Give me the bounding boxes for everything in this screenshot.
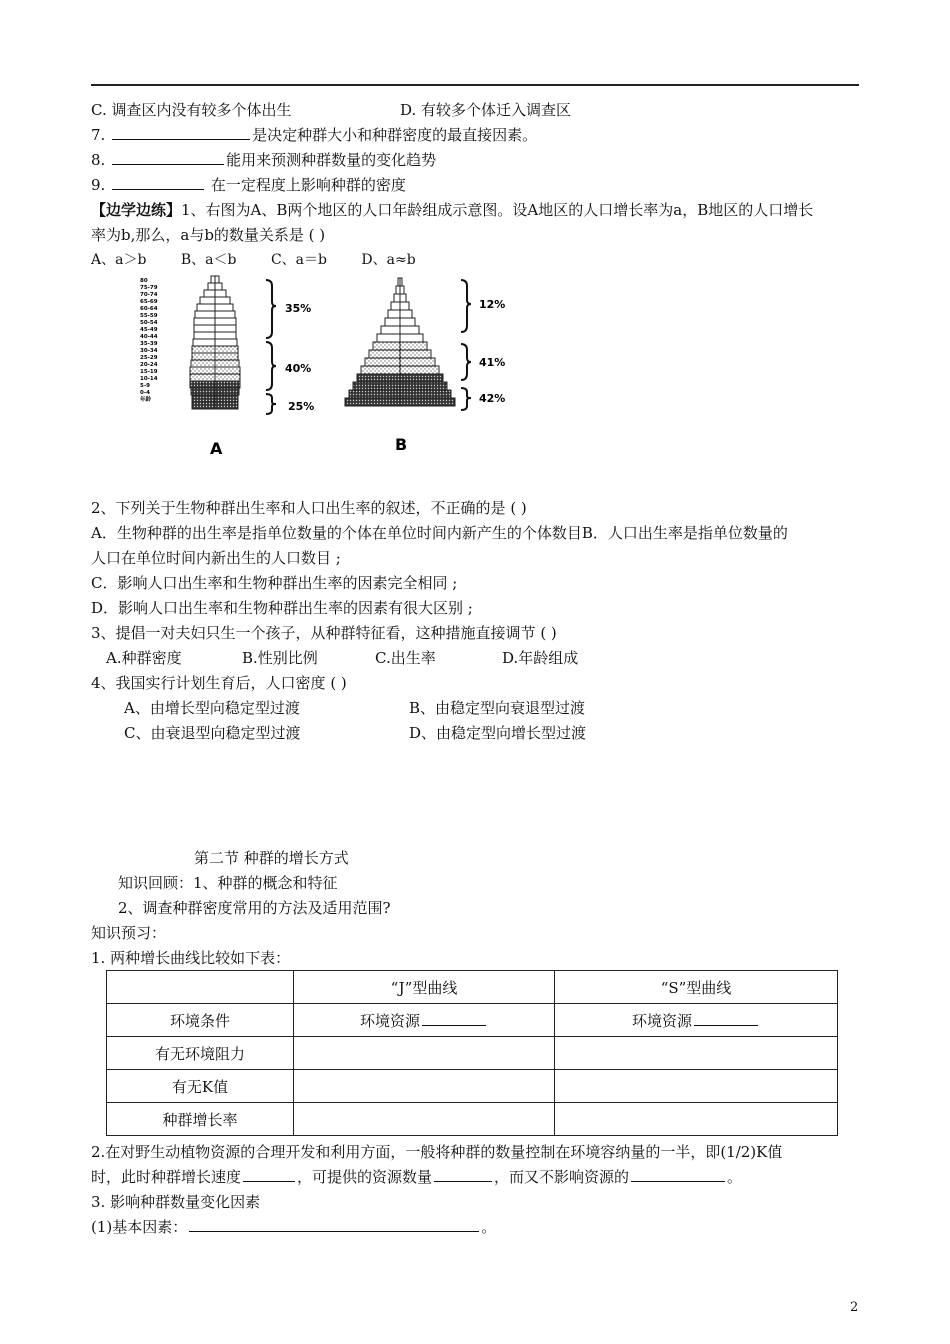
age-tick: 45-49 (140, 327, 158, 333)
q3-option-c: C.出生率 (375, 649, 436, 667)
review-item-2: 2、调查种群密度常用的方法及适用范围? (118, 899, 391, 917)
cell-text: 环境资源 (359, 1011, 420, 1030)
q4-option-b: B、由稳定型向衰退型过渡 (409, 699, 586, 717)
answer-blank-7[interactable] (112, 125, 250, 140)
answer-blank[interactable] (694, 1011, 758, 1026)
page-number: 2 (850, 1300, 859, 1315)
row-label: 环境条件 (107, 1004, 294, 1037)
cell-text: 环境资源 (631, 1011, 692, 1030)
answer-cell[interactable] (294, 1037, 555, 1070)
table-row (107, 1103, 838, 1136)
option-b: B、a＜b (180, 252, 237, 268)
table-header-s: “S”型曲线 (555, 971, 838, 1004)
q6-option-d: D. 有较多个体迁入调查区 (400, 101, 572, 119)
answer-blank-8[interactable] (112, 150, 224, 165)
q2-option-c: C．影响人口出生率和生物种群出生率的因素完全相同 ; (91, 574, 458, 592)
age-tick: 55-59 (140, 313, 158, 319)
age-tick: 0-4 (140, 390, 150, 396)
age-tick: 15-19 (140, 369, 158, 375)
question-8-number: 8. (91, 151, 106, 169)
preview-heading: 知识预习： (91, 924, 167, 942)
practice-question-1 (91, 200, 813, 220)
table-row (107, 1004, 838, 1037)
item-2-line1: 2.在对野生动植物资源的合理开发和利用方面，一般将种群的数量控制在环境容纳量的一半，即(1/2)K值 (91, 1143, 783, 1161)
q4-option-a: A、由增长型向稳定型过渡 (124, 699, 300, 717)
practice-q1-line2: 率为b,那么，a与b的数量关系是 ( ) (91, 226, 326, 244)
pyramid-b-pct-young: 42% (479, 392, 506, 405)
option-c: C、a＝b (270, 252, 327, 268)
q3-option-b: B.性别比例 (242, 649, 318, 667)
age-tick: 65-69 (140, 299, 158, 305)
table-header-cell (107, 971, 294, 1004)
item-2-part-c: ，而又不影响资源的 (494, 1168, 630, 1186)
age-tick: 10-14 (140, 376, 158, 382)
row-label: 有无环境阻力 (107, 1037, 294, 1070)
header-rule (91, 84, 859, 86)
age-tick: 75-79 (140, 285, 158, 291)
cell-s-environment (555, 1004, 838, 1037)
pyramid-b-pct-mid: 41% (479, 356, 506, 369)
age-pyramid-figure (130, 270, 520, 460)
answer-cell[interactable] (294, 1103, 555, 1136)
question-7-number: 7. (91, 126, 106, 144)
q2-option-d: D．影响人口出生率和生物种群出生率的因素有很大区别 ; (91, 599, 473, 617)
pyramid-a-pct-old: 35% (285, 302, 312, 315)
q2-stem: 2、下列关于生物种群出生率和人口出生率的叙述，不正确的是 ( ) (91, 499, 527, 517)
age-tick: 80 (140, 278, 148, 284)
item-3-line1: 3. 影响种群数量变化因素 (91, 1193, 261, 1211)
age-tick: 40-44 (140, 334, 158, 340)
pyramid-a-label: A (210, 439, 223, 458)
q2-option-a-line1: A．生物种群的出生率是指单位数量的个体在单位时间内新产生的个体数目B．人口出生率是指单位数量的 (91, 524, 788, 542)
pyramid-b-label: B (395, 435, 408, 454)
answer-blank[interactable] (422, 1011, 486, 1026)
q4-option-d: D、由稳定型向增长型过渡 (409, 724, 587, 742)
pyramid-a-pct-young: 25% (288, 400, 315, 413)
item-2-part-b: ，可提供的资源数量 (297, 1168, 433, 1186)
option-d: D、a≈b (361, 252, 416, 268)
practice-q1-options (91, 250, 416, 270)
q3-option-d: D.年龄组成 (502, 649, 579, 667)
answer-blank-9[interactable] (112, 175, 204, 190)
question-7 (91, 125, 537, 145)
answer-cell[interactable] (555, 1070, 838, 1103)
answer-cell[interactable] (294, 1070, 555, 1103)
preview-item-1: 1. 两种增长曲线比较如下表： (91, 949, 291, 967)
table-row (107, 1037, 838, 1070)
age-tick: 60-64 (140, 306, 158, 312)
pyramid-b-brackets (461, 280, 471, 410)
review-item-1: 知识回顾：1、种群的概念和特征 (118, 874, 338, 892)
row-label: 种群增长率 (107, 1103, 294, 1136)
question-9 (91, 175, 406, 195)
answer-blank[interactable] (434, 1167, 492, 1182)
table-header-j: “J”型曲线 (294, 971, 555, 1004)
age-tick: 50-54 (140, 320, 158, 326)
pyramid-b-pct-old: 12% (479, 298, 506, 311)
pyramid-a-brackets (266, 280, 276, 414)
q2-option-a-line2: 人口在单位时间内新出生的人口数目 ; (91, 549, 341, 567)
answer-cell[interactable] (555, 1037, 838, 1070)
item-2-part-a: 时，此时种群增长速度 (91, 1168, 242, 1186)
answer-blank[interactable] (243, 1167, 295, 1182)
age-tick: 35-39 (140, 341, 158, 347)
age-tick: 25-29 (140, 355, 158, 361)
option-a: A、a＞b (91, 252, 147, 268)
table-row (107, 1070, 838, 1103)
pyramid-a-pct-mid: 40% (285, 362, 312, 375)
age-tick: 30-34 (140, 348, 158, 354)
question-8-text: 能用来预测种群数量的变化趋势 (226, 151, 437, 169)
practice-q1-line1: 1、右图为A、B两个地区的人口年龄组成示意图。设A地区的人口增长率为a，B地区的人口增长 (181, 201, 814, 219)
age-tick: 70-74 (140, 292, 158, 298)
age-tick: 20-24 (140, 362, 158, 368)
q6-option-c: C. 调查区内没有较多个体出生 (91, 101, 292, 119)
answer-blank[interactable] (631, 1167, 725, 1182)
q3-stem: 3、提倡一对夫妇只生一个孩子，从种群特征看，这种措施直接调节 ( ) (91, 624, 557, 642)
growth-curve-table (106, 970, 838, 1136)
row-label: 有无K值 (107, 1070, 294, 1103)
item-2-part-d: 。 (727, 1168, 743, 1186)
pyramid-a (190, 276, 240, 409)
section-title: 第二节 种群的增长方式 (194, 849, 349, 867)
question-8 (91, 150, 436, 170)
pyramid-a-age-ticks (140, 278, 158, 403)
question-9-text: 在一定程度上影响种群的密度 (206, 176, 406, 194)
item-3-part-b: 。 (481, 1218, 497, 1236)
cell-j-environment (294, 1004, 555, 1037)
q4-option-c: C、由衰退型向稳定型过渡 (124, 724, 301, 742)
table-header-row (107, 971, 838, 1004)
age-axis-label: 年龄 (140, 397, 152, 403)
item-3-part-a: (1)基本因素： (91, 1218, 188, 1236)
answer-blank[interactable] (189, 1217, 479, 1232)
item-2-line2 (91, 1167, 742, 1187)
question-7-text: 是决定种群大小和种群密度的最直接因素。 (252, 126, 538, 144)
q4-stem: 4、我国实行计划生育后，人口密度 ( ) (91, 674, 347, 692)
q3-option-a: A.种群密度 (106, 649, 182, 667)
pyramid-b (345, 278, 455, 406)
answer-cell[interactable] (555, 1103, 838, 1136)
question-9-number: 9. (91, 176, 106, 194)
age-tick: 5-9 (140, 383, 150, 389)
item-3-line2 (91, 1217, 496, 1237)
practice-heading: 【边学边练】 (91, 201, 182, 219)
